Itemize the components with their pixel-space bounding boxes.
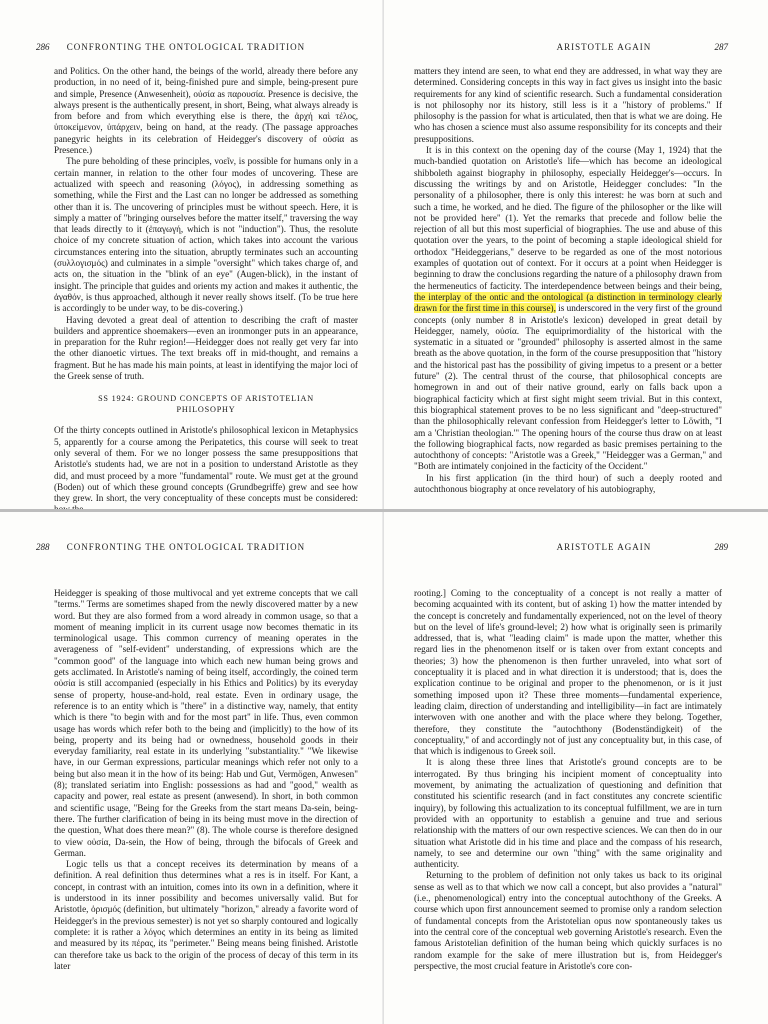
page-number: 287 [714,42,728,52]
running-head-title: ARISTOTLE AGAIN [556,42,652,52]
page-287 [384,0,768,512]
paragraph: Of the thirty concepts outlined in Aristotle's philosophical lexicon in Metaphysics 5, apparently for a course among the Peripatetics, this course will seek to treat only several of them. For we no longer possess the same presuppositions that Aristotle's students had, we are not in a position to understand Aristotle as they did, and must proceed by a more "fundamental" route. We must get at the ground (Boden) out of which these ground concepts (Grundbegriffe) grew and see how they grew. In short, the very conceptuality of these concepts must be considered: [54,425,358,504]
paragraph: rooting.] Coming to the conceptuality of a concept is not really a matter of becoming acquainted with its content, but of asking 1) how the matter intended by the concept is concretely and fundamentally experienced, not on the level of theory but on the level of life's ground-level; 2) how what is originally seen is primarily addressed, that is, what "leading claim" is made upon the matter, whether this regard lies in the phenomenon itself or is taken over from extant concepts and theories; 3) how the phenomenon is then further unraveled, into what sort of conceptuality it is placed and in what direction it is understood; that is, does the explication continue to be original and proper to the phenomenon, or is it just something imposed upon it? These three moments—fundamental experience, leading claim, direction of understanding and intelligibility—in fact are intimately interwoven with one another and with the place where they belong. Together, therefore, they constitute the "autochthony (Bodenständigkeit) of the conceptuality," of and accordingly not of just any conceptuality but, in this case, of that which is indigenous to Greek soil. [414,588,722,757]
paragraph: Logic tells us that a concept receives its determination by means of a definition. A real definition thus determines what a res is in itself. For Kant, a concept, in contrast with an intuition, comes into its own in a definition, where it is understood in its inner possibility and becomes universally valid. But for Aristotle, ὁρισμός (definition, but ultimately "horizon," already a favorite word of Heidegger's in the previous semester) is not yet so sharply contoured and logically complete: it is rather a λόγος which determines an entity in its being as limited and measured by its πέρας, its "perimeter." Being means being finished. Aristotle can therefore take us back to the origin of the process of decay of this term in its later [54,859,358,971]
paragraph-text: It is in this context on the opening day of the course (May 1, 1924) that the much-bandied quotation on Aristotle's life—which has become an ideological shibboleth against biography in philosophy, especially Heidegger's—occurs. In discussing the writings by and on Aristotle, Heidegger concludes: "In the personality of a philosopher, there is only this interest: he was born at such and such a time, he worked, and he died. The figure of the philosopher or the like will not be provided here" (1). Yet the remarks that precede and follow belie the rejection of all but this most superficial of biographies. The use and abuse of this quotation over the years, to the point of becoming a staple ideological shield for orthodox "Heideggerians," deserve to be regarded as one of the most notorious examples of quotation out of context. For it occurs at a point when Heidegger is beginning to draw the conclusions regarding the nature of a philosophy drawn from the hermeneutics of facticity. The interdependence between beings and their being, [414,145,722,291]
book-spread-bottom [0,512,768,1024]
body-text [414,66,722,512]
page-number: 289 [714,542,728,552]
running-header [557,542,728,552]
page-number: 286 [36,42,50,52]
paragraph: Having devoted a great deal of attention to describing the craft of master builders and apprentice shoemakers—even an ironmonger puts in an appearance, in preparation for the Ruhr region!—Heidegger does not really get very far into the other dianoetic virtues. The text breaks off in mid-thought, and remains a fragment. But he has made his main points, at least in identifying the major loci of the Greek sense of truth. [54,314,358,382]
body-text [54,66,358,512]
paragraph: Heidegger is speaking of those multivocal and yet extreme concepts that we call "terms." Terms are sometimes shaped from the newly discovered matter by a new word. But they are also formed from a word already in common usage, so that a moment of meaning implicit in its current usage now becomes thematic in its terminological usage. This common currency of meaning operates in the averageness of "self-evident" understanding, of expressions which are the "common good" of the language into which each new human being grows and gets acclimated. In Aristotle's naming of being itself, accordingly, the coined term οὐσία is still accompanied (especially in his Ethics and Politics) by its everyday sense of property, house-and-hold, real estate. Even in ordinary usage, the reference is to an entity which is "there" in a distinctive way, namely, that entity which is there "to begin with and for the most part" in life. Thus, even common usage has words which refer both to the being and (implicitly) to the how of its being, property and its being had or ownedness, household goods in their everyday familiarity, real estate in its underlying "substantiality." "We likewise have, in our German expressions, particular meanings which refer not only to a being but also mean it in the how of its being: Hab und Gut, Vermögen, Anwesen" (8); translated seriatim into English: possessions as had and "good," wealth as capacity and power, real estate as present (anwesend). In short, in both common and scientific usage, "Being for the Greeks from the start means Da-sein, being-there. The further clarification of being in its being must move in the direction of the question, What does there mean?" (8). The whole course is therefore designed to view οὐσία, Da-sein, the How of being, through the bifocals of Greek and German. [54,588,358,858]
running-head-title: CONFRONTING THE ONTOLOGICAL TRADITION [66,42,306,52]
page-286 [0,0,384,512]
section-heading [54,393,358,415]
section-heading-line: PHILOSOPHY [176,405,236,415]
page-number: 288 [36,542,50,552]
running-header [557,42,728,52]
paragraph: and Politics. On the other hand, the beings of the world, already there before any production, in no need of it, being-finished pure and simple, being-present pure and simple, Presence (Anwesenheit), οὐσία as παρουσία. Presence is decisive, the always present is the authentically present, in short, Being, what always already is from before and from which everything else is there, the ἀρχή καὶ τέλος, ὑποκείμενον, ὑπάρχειν, being on hand, at the ready. (The passage approaches panegyric heights in its celebration of Heidegger's discovery of οὐσία as Presence.) [54,66,358,156]
paragraph: matters they intend are seen, to what end they are addressed, in what way they are determined. Considering concepts in this way in fact gives us insight into the basic requirements for any kind of scientific research. Such a fundamental consideration is not philosophy nor its history, still less is it a "history of problems." If philosophy is the passion for what is articulated, then that is what we are doing. He who has chosen a science must also assume responsibility for its concepts and their presuppositions. [414,66,722,144]
body-text [54,588,358,1024]
body-text [414,588,722,1024]
paragraph: Returning to the problem of definition not only takes us back to its original sense as well as to that which we now call a concept, but also provides a "natural" (i.e., phenomenological) entry into the conceptual autochthony of the Greeks. A course which upon first announcement seemed to promise only a random selection of fundamental concepts from the Aristotelian opus now spontaneously takes us into the central core of the conceptual web governing Aristotle's research. Even the famous Aristotelian definition of the human being which quickly surfaces is no random example for the sake of mere illustration but is, from Heidegger's perspective, the most crucial feature in Aristotle's core con- [414,870,722,971]
paragraph: The pure beholding of these principles, νοεῖν, is possible for humans only in a certain manner, in relation to the other four modes of uncovering. These are actualized with speech and reasoning (λόγος), in addressing something as something, while the First and the Last can no longer be addressed as something other than it is. The uncovering of principles must be without speech. Here, it is simply a matter of "bringing ourselves before the matter itself," traversing the way that leads directly to it (ἐπαγωγή, which is not "induction"). Thus, the resolute choice of my concrete situation of action, which takes into account the various circumstances entering into the situation, abruptly terminates such an accounting (συλλογισμός) and culminates in a simple "oversight" which takes charge of, and acts on, the situation in the "blink of an eye" (Augen-blick), in the instant of insight. The principle that guides and orients my action and makes it authentic, the ἀγαθόν, is thus approached, although it never really shows itself. (To be true here is accordingly to be under way, to be dis-covering.) [54,156,358,314]
paragraph: It is along these three lines that Aristotle's ground concepts are to be interrogated. By thus bringing his incipient moment of conceptuality into movement, by animating the actualization of questioning and definition that constituted his scientific research (and in fact constitutes any concrete scientific inquiry), by following this actualization to its conceptual fulfillment, we are in turn provided with an opportunity to establish a genuine and true and serious relationship with the matters of our own respective sciences. We can then do in our situation what Aristotle did in his time and place and the compass of his research, namely, to see and determine our own "thing" with the same originality and authenticity. [414,757,722,870]
running-header [36,542,305,552]
section-heading-line: SS 1924: GROUND CONCEPTS OF ARISTOTELIAN [98,394,314,404]
page-289 [384,512,768,1024]
paragraph-text: is underscored in the very first of the ground concepts (only number 8 in Aristotle's lexicon) developed in great detail by Heidegger, namely, οὐσία. The equiprimordiality of the historical with the systematic in a situated or "grounded" philosophy is asserted almost in the same breath as the above quotation, in the form of the course presupposition that "history and the historical past has the possibility of giving impetus to a present or a better future" (2). The central thrust of the course, that philosophical concepts are homegrown in and out of their native ground, early on falls back upon a biographical facticity which at first sight might seem trivial. But in this context, this biographical statement proves to be no less significant and "deep-structured" than the philosophically relevant confession from Heidegger's letter to Löwith, "I am a 'Christian theologian.'" The opening hours of the course thus draw on at least the following biographical facts, now regarded as basic premises pertaining to the autochthony of concepts: "Aristotle was a Greek," "Heidegger was a German," and "Both are intimately conjoined in the facticity of the Occident." [414,303,722,472]
running-header [36,42,305,52]
page-288 [0,512,384,1024]
paragraph [414,145,722,473]
running-head-title: CONFRONTING THE ONTOLOGICAL TRADITION [66,542,306,552]
highlighted-passage[interactable]: the interplay of the ontic and the ontological (a distinction in terminology clearly drawn for the first time in this course), [414,291,722,314]
paragraph: In his first application (in the third hour) of such a deeply rooted and autochthonous biography at once revelatory of his autobiography, [414,472,722,494]
running-head-title: ARISTOTLE AGAIN [556,542,652,552]
